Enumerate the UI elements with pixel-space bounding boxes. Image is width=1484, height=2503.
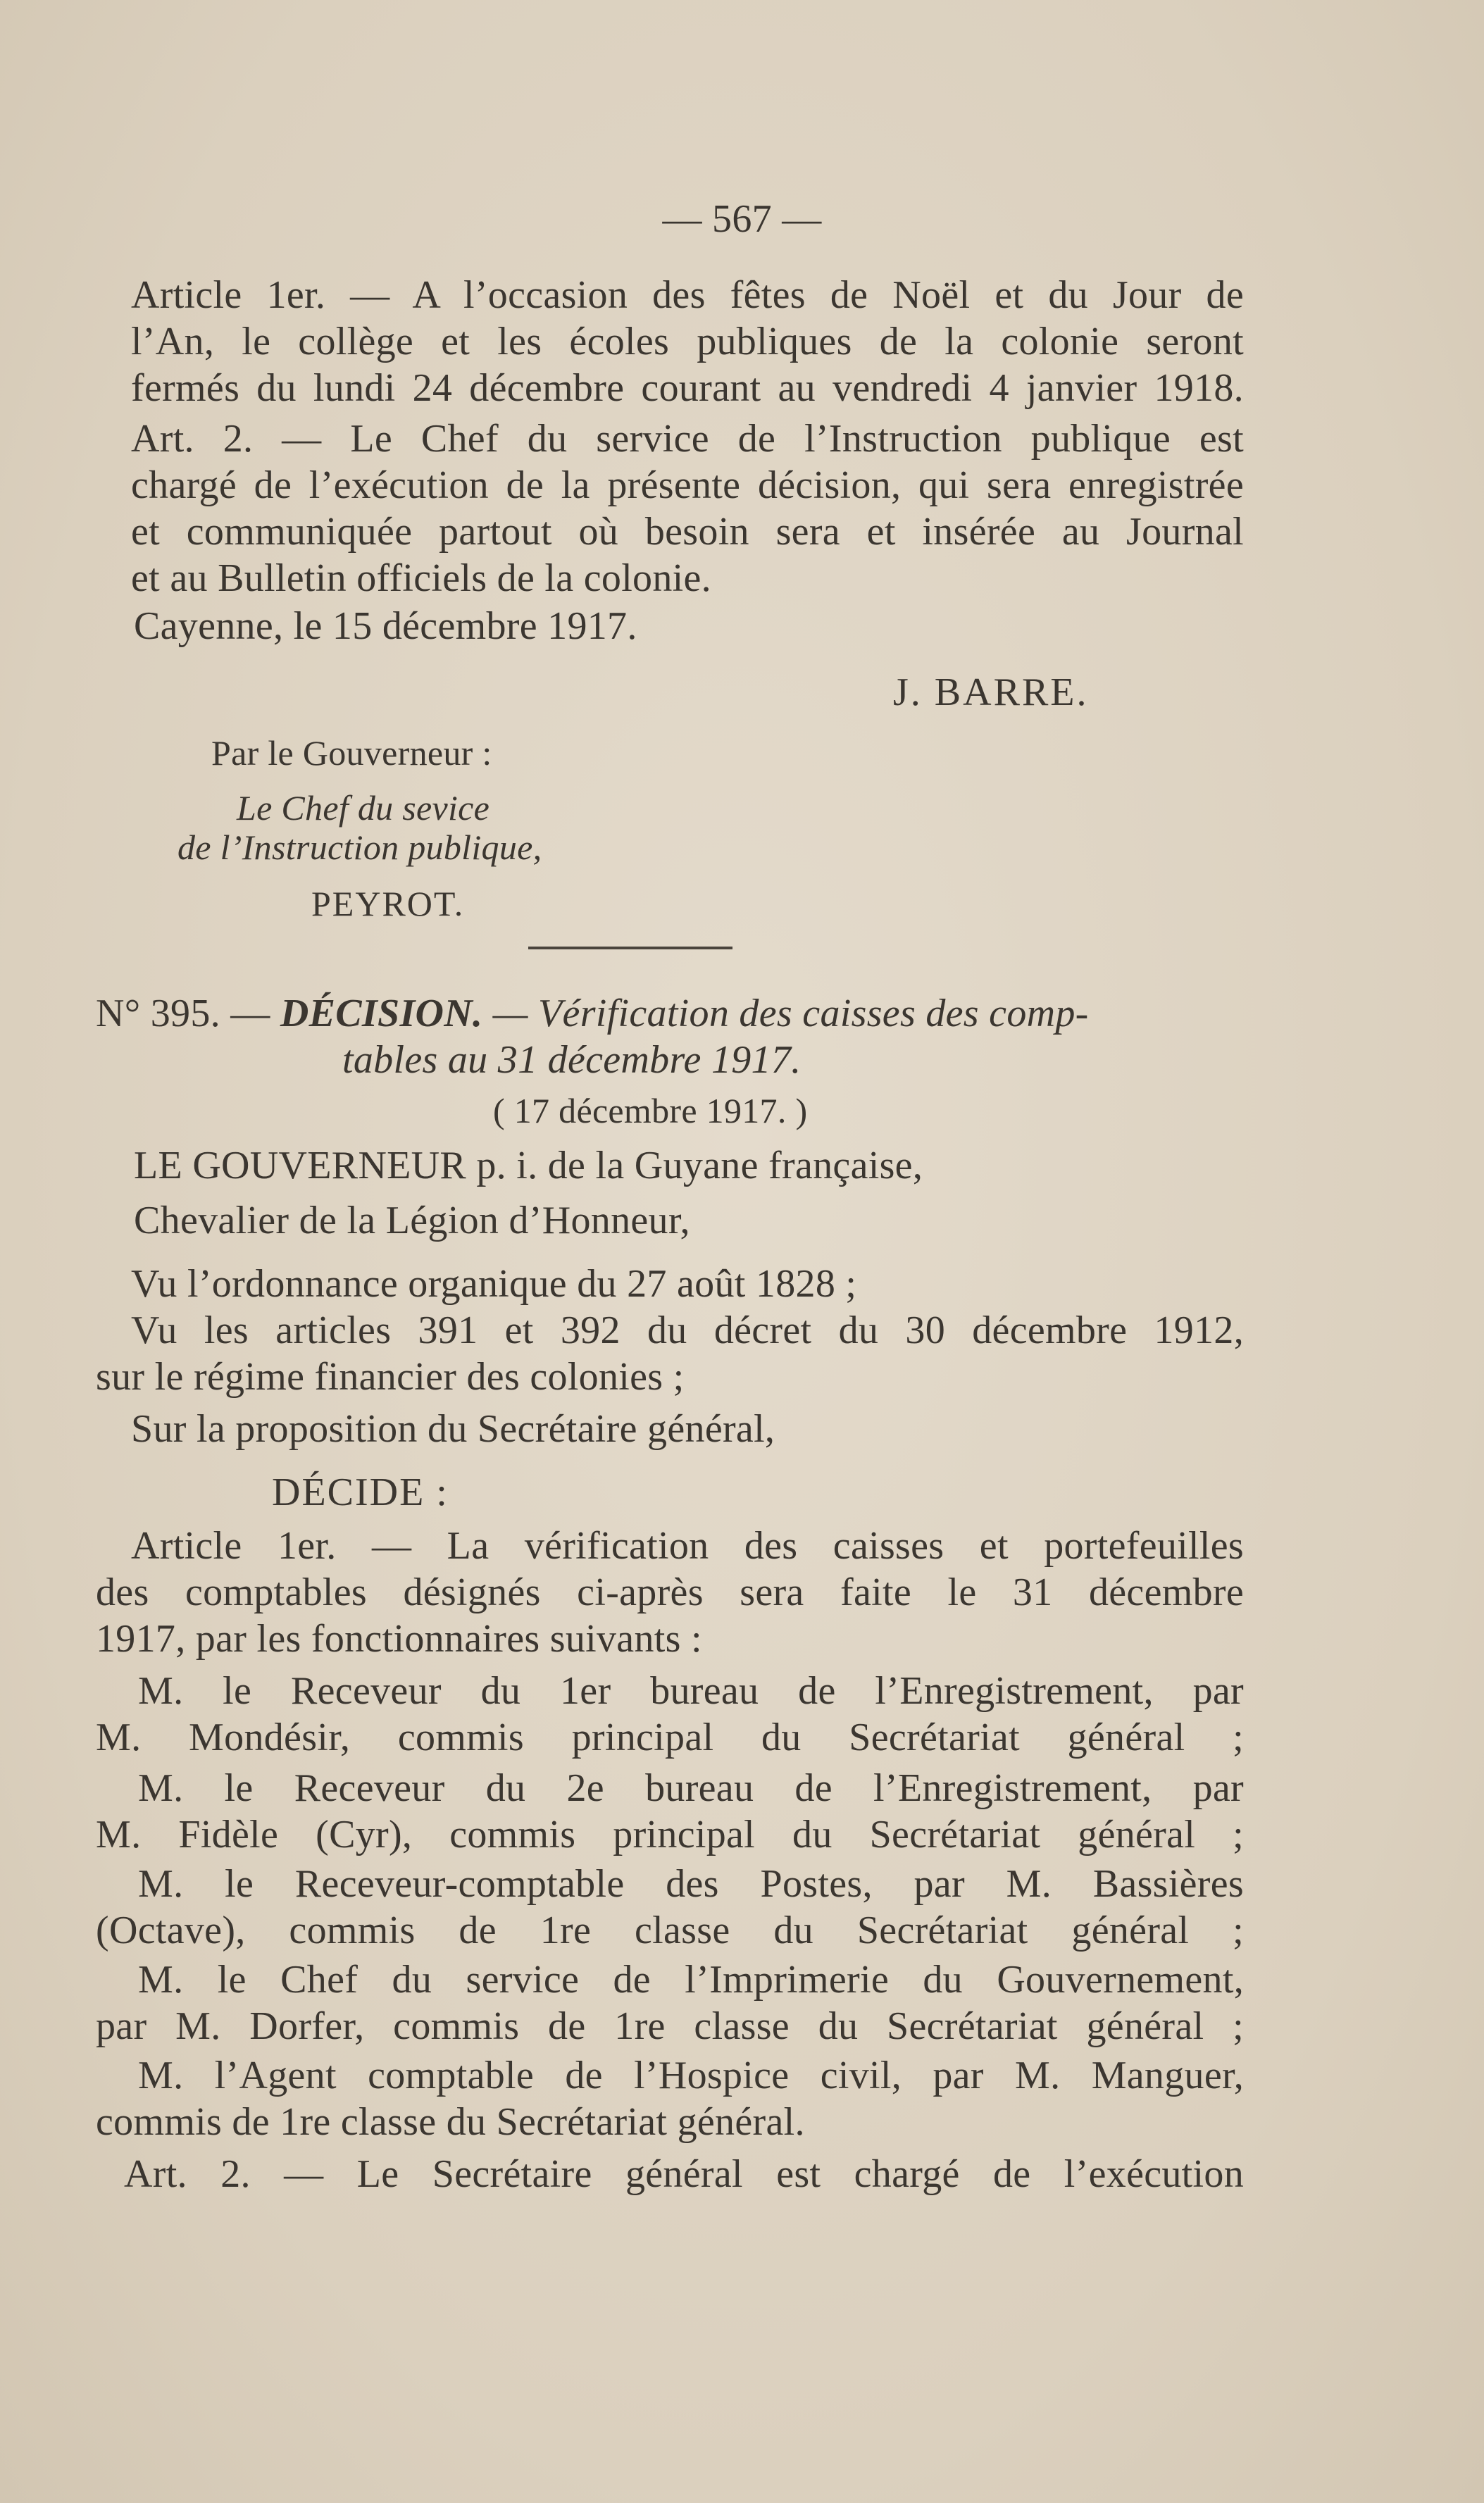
decision-subject: — Vérification des caisses des comp- [492,992,1089,1035]
chief-title: de l’Instruction publique, [177,828,542,867]
signatory: J. BARRE. [893,670,1089,714]
place-date: Cayenne, le 15 décembre 1917. [134,604,637,648]
body-line: M. l’Agent comptable de l’Hospice civil, par M. Manguer, [138,2054,1244,2097]
body-line: Article 1er. — La vérification des caisses et portefeuilles [131,1524,1244,1568]
decision-1-line: Art. 2. — Le Chef du service de l’Instruction publique est [131,417,1244,461]
chief-title: Le Chef du sevice [237,788,490,828]
body-line: par M. Dorfer, commis de 1re classe du Secrétariat général ; [96,2004,1244,2048]
decision-number: N° 395. — [96,992,270,1035]
body-line: M. Mondésir, commis principal du Secrétariat général ; [96,1716,1244,1759]
decision-1-line: et au Bulletin officiels de la colonie. [131,556,711,600]
body-line: 1917, par les fonctionnaires suivants : [96,1617,702,1661]
body-line: des comptables désignés ci-après sera faite le 31 décembre [96,1571,1244,1614]
decision-1-line: chargé de l’exécution de la présente décision, qui sera enregistrée [131,463,1244,507]
decision-1-line: Article 1er. — A l’occasion des fêtes de Noël et du Jour de [131,273,1244,317]
decision-1-line: fermés du lundi 24 décembre courant au vendredi 4 janvier 1918. [131,366,1244,410]
body-line: M. le Receveur du 1er bureau de l’Enregistrement, par [138,1669,1244,1713]
decision-date: ( 17 décembre 1917. ) [493,1091,808,1130]
body-line: M. le Receveur du 2e bureau de l’Enregistrement, par [138,1766,1244,1810]
decide-heading: DÉCIDE : [272,1471,449,1514]
governor-line: LE GOUVERNEUR p. i. de la Guyane française, [134,1144,923,1187]
decision-1-line: l’An, le collège et les écoles publiques de la colonie seront [131,320,1244,363]
considerant-line: Sur la proposition du Secrétaire général, [131,1407,775,1451]
chevalier-line: Chevalier de la Légion d’Honneur, [134,1199,690,1242]
body-line: M. Fidèle (Cyr), commis principal du Secrétariat général ; [96,1813,1244,1856]
body-line: Art. 2. — Le Secrétaire général est chargé de l’exécution [124,2152,1244,2196]
considerant-line: Vu l’ordonnance organique du 27 août 1828 ; [131,1262,857,1306]
by-governor: Par le Gouverneur : [211,733,492,773]
considerant-line: sur le régime financier des colonies ; [96,1355,685,1399]
chief-name: PEYROT. [311,884,465,923]
body-line: M. le Chef du service de l’Imprimerie du Gouvernement, [138,1958,1244,2002]
page-number: — 567 — [662,197,822,241]
decision-subject-cont: tables au 31 décembre 1917. [342,1038,802,1082]
considerant-line: Vu les articles 391 et 392 du décret du 30 décembre 1912, [131,1309,1244,1352]
decision-2-heading [96,990,1089,1037]
decision-1-line: et communiquée partout où besoin sera et insérée au Journal [131,510,1244,554]
section-divider [528,947,732,949]
body-line: (Octave), commis de 1re classe du Secrétariat général ; [96,1909,1244,1952]
body-line: M. le Receveur-comptable des Postes, par M. Bassières [138,1862,1244,1906]
decision-type: DÉCISION. [280,992,483,1035]
body-line: commis de 1re classe du Secrétariat général. [96,2100,805,2144]
